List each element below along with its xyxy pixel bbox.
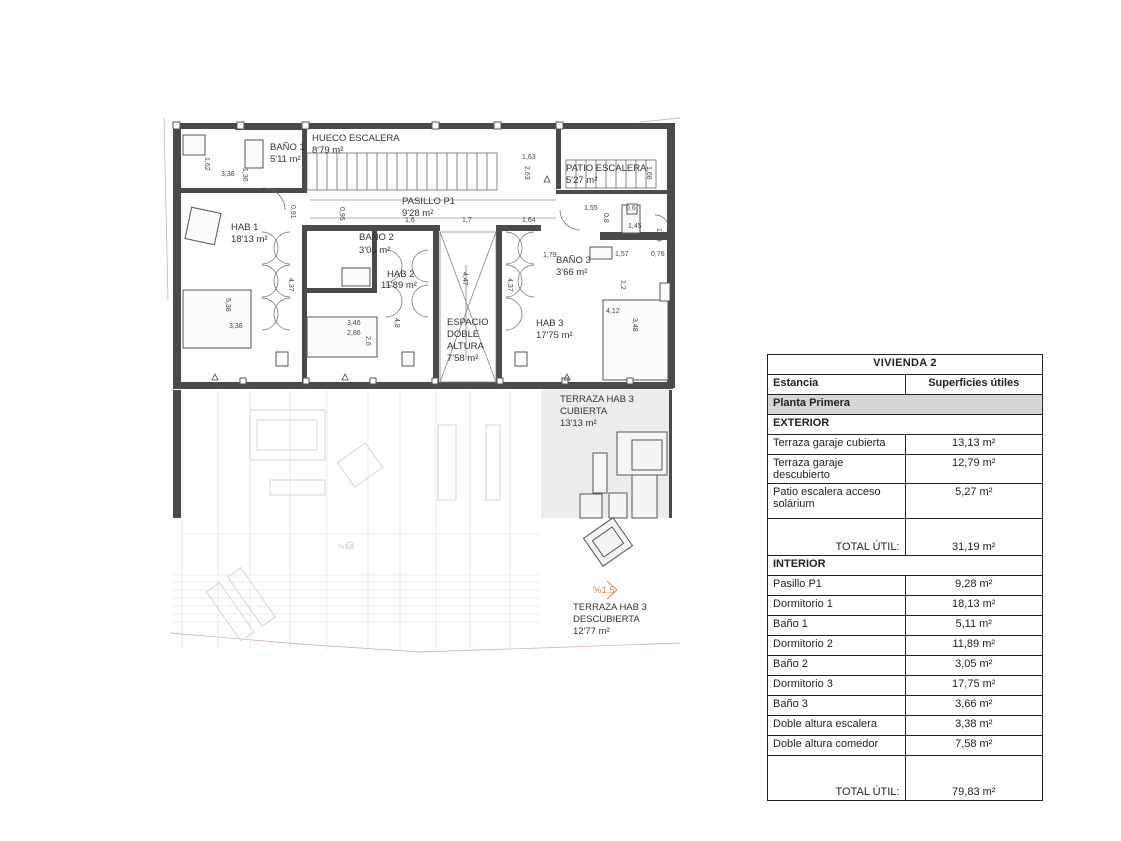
dim-label: 1,36 xyxy=(241,168,248,182)
bed-hab1 xyxy=(183,290,251,348)
row-name: Dormitorio 3 xyxy=(768,676,906,696)
room-espacio-area: 7'58 m² xyxy=(447,353,479,364)
room-patio-escalera-area: 5'27 m² xyxy=(566,175,598,186)
dim-label: 1,64 xyxy=(522,217,536,224)
dim-label: 1,62 xyxy=(203,157,210,171)
dim-label: 2,86 xyxy=(347,330,361,337)
table-row xyxy=(768,576,1043,596)
room-terraza-cubierta-line2: CUBIERTA xyxy=(560,406,608,417)
total-exterior-label: TOTAL ÚTIL: xyxy=(768,519,906,556)
row-value: 13,13 m² xyxy=(905,435,1043,455)
room-espacio-line1: ESPACIO xyxy=(447,317,489,328)
area-table xyxy=(767,354,1043,801)
room-terraza-descubierta-line2: DESCUBIERTA xyxy=(573,614,640,625)
row-value: 9,28 m² xyxy=(905,576,1043,596)
dim-label: 4,12 xyxy=(606,308,620,315)
dim-label: 4,8 xyxy=(393,318,400,328)
dim-label: 2,6 xyxy=(364,336,371,346)
room-hab3-name: HAB 3 xyxy=(536,318,564,329)
dim-label: 1,68 xyxy=(645,166,652,180)
row-name: Baño 1 xyxy=(768,616,906,636)
row-value: 5,27 m² xyxy=(905,484,1043,519)
room-terraza-descubierta-line1: TERRAZA HAB 3 xyxy=(573,602,647,613)
total-interior-label: TOTAL ÚTIL: xyxy=(768,756,906,801)
row-name: Doble altura comedor xyxy=(768,736,906,756)
dim-label: 5,38 xyxy=(224,298,231,312)
row-value: 18,13 m² xyxy=(905,596,1043,616)
row-value: 5,11 m² xyxy=(905,616,1043,636)
dim-label: 3,38 xyxy=(221,171,235,178)
room-espacio-line3: ALTURA xyxy=(447,341,484,352)
table-row xyxy=(768,636,1043,656)
room-bano3-name: BAÑO 3 xyxy=(556,255,591,266)
table-total-row xyxy=(768,519,1043,556)
dim-label: 2,63 xyxy=(523,166,530,180)
room-bano2-area: 3'05 m² xyxy=(359,245,391,256)
room-terraza-cubierta-line1: TERRAZA HAB 3 xyxy=(560,394,634,405)
dim-label: 4,47 xyxy=(461,272,468,286)
table-row xyxy=(768,435,1043,455)
dim-label: 1,55 xyxy=(584,205,598,212)
dim-label: 1,57 xyxy=(615,251,629,258)
row-value: 3,66 m² xyxy=(905,696,1043,716)
dim-label: 1,63 xyxy=(522,154,536,161)
table-row xyxy=(768,696,1043,716)
dim-label: 3,46 xyxy=(347,320,361,327)
room-bano1-area: 5'11 m² xyxy=(270,154,301,165)
room-pasillo-name: PASILLO P1 xyxy=(402,196,456,207)
terrace-floor-grid xyxy=(172,390,540,650)
room-bano2-name: BAÑO 2 xyxy=(359,232,394,243)
dim-label: 1,79 xyxy=(655,228,662,242)
table-row xyxy=(768,736,1043,756)
dim-label: 0,91 xyxy=(289,205,296,219)
dim-label: 0,8 xyxy=(602,213,609,223)
section-exterior: EXTERIOR xyxy=(768,415,1043,435)
terrace-furniture xyxy=(206,410,500,641)
dim-label: 0,95 xyxy=(338,207,345,221)
dim-label: 1,2 xyxy=(619,280,626,290)
slope-label-faint: %1,5 xyxy=(338,544,354,551)
dim-label: 0,76 xyxy=(651,251,665,258)
row-value: 3,38 m² xyxy=(905,716,1043,736)
room-bano1-name: BAÑO 1 xyxy=(270,142,305,153)
slope-label: %1,5 xyxy=(593,585,615,596)
room-hueco-escalera-name: HUECO ESCALERA xyxy=(312,133,400,144)
room-hab3-area: 17'75 m² xyxy=(536,330,573,341)
section-interior: INTERIOR xyxy=(768,556,1043,576)
dim-label: 1,6 xyxy=(405,217,415,224)
row-value: 3,05 m² xyxy=(905,656,1043,676)
row-name: Patio escalera acceso solárium xyxy=(768,484,906,519)
table-row xyxy=(768,455,1043,484)
col-header-superficies: Superficies útiles xyxy=(905,375,1043,395)
row-value: 17,75 m² xyxy=(905,676,1043,696)
dim-label: 0,6 xyxy=(626,205,636,212)
table-title: VIVIENDA 2 xyxy=(768,355,1043,375)
room-hab2-area: 11'89 m² xyxy=(381,280,417,291)
row-name: Dormitorio 1 xyxy=(768,596,906,616)
row-value: 11,89 m² xyxy=(905,636,1043,656)
room-hab1-area: 18'13 m² xyxy=(231,234,268,245)
total-interior-value: 79,83 m² xyxy=(905,756,1043,801)
table-row xyxy=(768,656,1043,676)
room-espacio-line2: DOBLE xyxy=(447,329,480,340)
room-hab1-name: HAB 1 xyxy=(231,222,259,233)
room-bano3-area: 3'66 m² xyxy=(556,267,588,278)
dim-label: 1,7 xyxy=(462,217,472,224)
table-total-row xyxy=(768,756,1043,801)
col-header-estancia: Estancia xyxy=(768,375,906,395)
room-hab2-name: HAB 2 xyxy=(387,269,415,280)
row-name: Pasillo P1 xyxy=(768,576,906,596)
dim-label: 1,79 xyxy=(543,252,557,259)
room-patio-escalera-name: PATIO ESCALERA xyxy=(566,163,647,174)
room-hueco-escalera-area: 8'79 m² xyxy=(312,145,344,156)
row-name: Terraza garaje descubierto xyxy=(768,455,906,484)
table-row xyxy=(768,616,1043,636)
section-planta: Planta Primera xyxy=(768,395,1043,415)
row-value: 7,58 m² xyxy=(905,736,1043,756)
room-pasillo-area: 9'28 m² xyxy=(402,208,434,219)
row-value: 12,79 m² xyxy=(905,455,1043,484)
row-name: Baño 3 xyxy=(768,696,906,716)
dim-label: 1,45 xyxy=(628,223,642,230)
dim-label: 3,48 xyxy=(631,318,638,332)
room-terraza-cubierta-area: 13'13 m² xyxy=(560,418,597,429)
row-name: Doble altura escalera xyxy=(768,716,906,736)
table-row xyxy=(768,676,1043,696)
dim-label: 4,37 xyxy=(506,278,513,292)
row-name: Terraza garaje cubierta xyxy=(768,435,906,455)
dim-label: 3,38 xyxy=(229,323,243,330)
room-terraza-descubierta-area: 12'77 m² xyxy=(573,626,610,637)
table-row xyxy=(768,716,1043,736)
table-row xyxy=(768,484,1043,519)
total-exterior-value: 31,19 m² xyxy=(905,519,1043,556)
row-name: Baño 2 xyxy=(768,656,906,676)
dim-label: 4,37 xyxy=(287,278,294,292)
row-name: Dormitorio 2 xyxy=(768,636,906,656)
table-row xyxy=(768,596,1043,616)
